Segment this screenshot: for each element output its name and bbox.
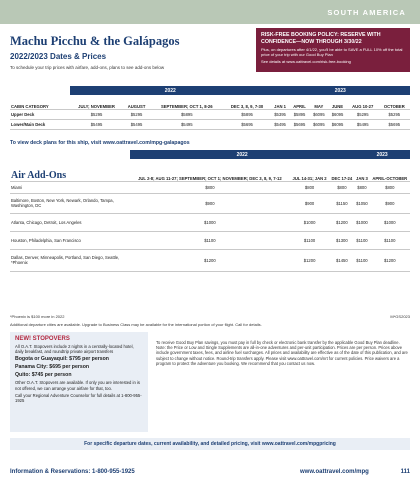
price-cell: $1100: [130, 231, 290, 249]
column-header: JUL 2-8; AUG 11-27; SEPTEMBER; OCT 1; NOVEMBER; DEC 3, 8, 9, 7-12: [130, 159, 290, 181]
stopovers-body: Call your Regional Adventure Counselor for full details at 1-800-955-1925: [15, 392, 142, 404]
price-cell: $5895: [150, 109, 223, 119]
price-cell: $900: [130, 193, 290, 213]
price-cell: $5695: [379, 119, 410, 129]
price-cell: $5695: [224, 119, 271, 129]
deck-plans-link[interactable]: To view deck plans for this ship, visit www.oattravel.com/mpg-galapagos: [10, 140, 190, 146]
stopover-price: Panama City: $695 per person: [15, 364, 90, 371]
price-cell: $1000: [290, 213, 330, 231]
column-header: SEPTEMBER; OCT 1, 8-26: [150, 95, 223, 109]
price-cell: $5295: [123, 109, 150, 119]
column-header: AUG 10-27: [347, 95, 379, 109]
price-cell: $800: [130, 181, 290, 193]
addons-note: Additional departure cities are available. Upgrade to Business Class may be available for the international portion of your flight. Call for details.: [10, 322, 262, 327]
stopovers-box: [10, 332, 148, 432]
column-header: JAN 3: [354, 159, 369, 181]
column-header: DEC 3, 8, 9, 7-30: [224, 95, 271, 109]
price-cell: $1300: [329, 231, 354, 249]
column-header: OCTOBER: [379, 95, 410, 109]
price-cell: $900: [370, 193, 410, 213]
price-cell: $800: [290, 181, 330, 193]
price-cell: $1100: [354, 231, 369, 249]
column-header: APRIL-OCTOBER: [370, 159, 410, 181]
dates-prices-table: [10, 86, 410, 130]
table-row: [10, 193, 410, 213]
price-cell: $5495: [271, 119, 290, 129]
stopovers-heading: NEW! STOPOVERS: [15, 336, 70, 342]
column-header: DEC 17-24: [329, 159, 354, 181]
price-cell: $5395: [271, 109, 290, 119]
price-cell: $5695: [290, 119, 310, 129]
price-cell: $6095: [328, 119, 347, 129]
addons-title: Air Add-Ons: [10, 159, 130, 181]
stopover-price: Quito: $745 per person: [15, 372, 72, 379]
table-row: [10, 231, 410, 249]
price-cell: $800: [370, 181, 410, 193]
price-cell: $1200: [370, 249, 410, 271]
pricing-link-bar[interactable]: For specific departure dates, current availability, and detailed pricing, visit www.oattravel.com/mpgpricing: [10, 438, 410, 450]
city-label: Miami: [10, 181, 130, 193]
price-cell: $1200: [290, 249, 330, 271]
price-cell: $1100: [354, 249, 369, 271]
price-cell: $5495: [347, 119, 379, 129]
table-row: [10, 119, 410, 129]
column-header: CABIN CATEGORY: [10, 95, 70, 109]
year-header: 2023: [354, 150, 410, 159]
page-title: Machu Picchu & the Galápagos: [10, 34, 180, 48]
region-label: SOUTH AMERICA: [327, 8, 406, 17]
pricing-terms-text: To receive Good Buy Plan savings, you must pay in full by check or electronic bank transfer by the applicable Good Buy Plan deadline. Note: the Price or Low and Single Supplements are all-in-one adventures and per-unit participation. Prices are per person. Prices above include government taxes, fees, and airline fuel surcharges. All prices and availability are effective as of the date of this publication, and are subject to change without notice. Round-trip transfers apply. Please visit www.oattravel.com/nrt for current policies. Price waivers are a program to protect the adventure you booking. We recommend that you contact us now.: [156, 340, 408, 366]
price-cell: $6095: [328, 109, 347, 119]
year-header: 2022: [70, 86, 271, 95]
price-cell: $6095: [309, 119, 328, 129]
column-header: JULY; NOVEMBER: [70, 95, 123, 109]
year-header: 2023: [271, 86, 410, 95]
price-cell: $1450: [329, 249, 354, 271]
air-addons-table: [10, 150, 410, 272]
column-header: JUL 14-31; JAN 2: [290, 159, 330, 181]
reservations-phone[interactable]: Information & Reservations: 1-800-955-1925: [10, 469, 135, 475]
column-header: AUGUST: [123, 95, 150, 109]
stopover-price: Bogota or Guayaquil: $795 per person: [15, 356, 109, 363]
website-link[interactable]: www.oattravel.com/mpg: [300, 469, 369, 475]
price-cell: $5895: [224, 109, 271, 119]
page-number: 111: [400, 469, 410, 475]
price-cell: $5495: [70, 119, 123, 129]
table-row: [10, 249, 410, 271]
price-cell: $900: [290, 193, 330, 213]
price-cell: $800: [329, 181, 354, 193]
year-header: 2022: [130, 150, 354, 159]
header-map-banner: [0, 0, 420, 24]
city-label: Dallas, Denver, Minneapolis, Portland, San Diego, Seattle, *Phoenix: [10, 249, 130, 271]
price-cell: $1050: [354, 193, 369, 213]
promo-link[interactable]: See details at www.oattravel.com/risk-free-booking: [261, 59, 351, 64]
table-row: [10, 109, 410, 119]
city-label: Houston, Philadelphia, San Francisco: [10, 231, 130, 249]
column-header: APRIL: [290, 95, 310, 109]
addons-code: M*GS2023: [390, 314, 410, 319]
promo-body: Plus, on departures after 4/1/22, you'll be able to SAVE a FULL 10% off the total price of your trip with our Good Buy Plan: [261, 47, 403, 57]
price-cell: $1100: [290, 231, 330, 249]
table-row: [10, 181, 410, 193]
column-header: MAY: [309, 95, 328, 109]
table-row: [10, 213, 410, 231]
price-cell: $1200: [130, 249, 290, 271]
price-cell: $5295: [379, 109, 410, 119]
price-cell: $1000: [130, 213, 290, 231]
price-cell: $5895: [290, 109, 310, 119]
intro-text: To schedule your trip prices with airfare, add-ons, plans to see add-ons below: [10, 65, 165, 70]
city-label: Atlanta, Chicago, Detroit, Los Angeles: [10, 213, 130, 231]
price-cell: $5295: [347, 109, 379, 119]
addons-footnote: *Phoenix is $100 more in 2022: [10, 314, 65, 319]
price-cell: $5495: [123, 119, 150, 129]
price-cell: $1100: [370, 231, 410, 249]
row-label: Lower/Main Deck: [10, 119, 70, 129]
price-cell: $1150: [329, 193, 354, 213]
promo-heading: RISK-FREE BOOKING POLICY: RESERVE WITH CONFIDENCE—NOW THROUGH 3/30/22: [261, 32, 381, 45]
stopovers-body: Other O.A.T. Stopovers are available. If only you are interested in is not offered, we can arrange your airfare for that, too.: [15, 380, 140, 391]
city-label: Baltimore, Boston, New York, Newark, Orlando, Tampa, Washington, DC: [10, 193, 130, 213]
price-cell: $6095: [309, 109, 328, 119]
page-footer: [0, 467, 420, 480]
column-header: JUNE: [328, 95, 347, 109]
column-header: JAN 1: [271, 95, 290, 109]
price-cell: $800: [354, 181, 369, 193]
price-cell: $1000: [354, 213, 369, 231]
risk-free-promo-box: [256, 28, 410, 72]
price-cell: $1000: [370, 213, 410, 231]
stopovers-body: All O.A.T. Stopovers include 2 nights in a centrally-located hotel, daily breakfast, and roundtrip private airport transfers: [15, 344, 134, 355]
price-cell: $1200: [329, 213, 354, 231]
row-label: Upper Deck: [10, 109, 70, 119]
price-cell: $5495: [150, 119, 223, 129]
price-cell: $5295: [70, 109, 123, 119]
page-subtitle: 2022/2023 Dates & Prices: [10, 52, 107, 61]
